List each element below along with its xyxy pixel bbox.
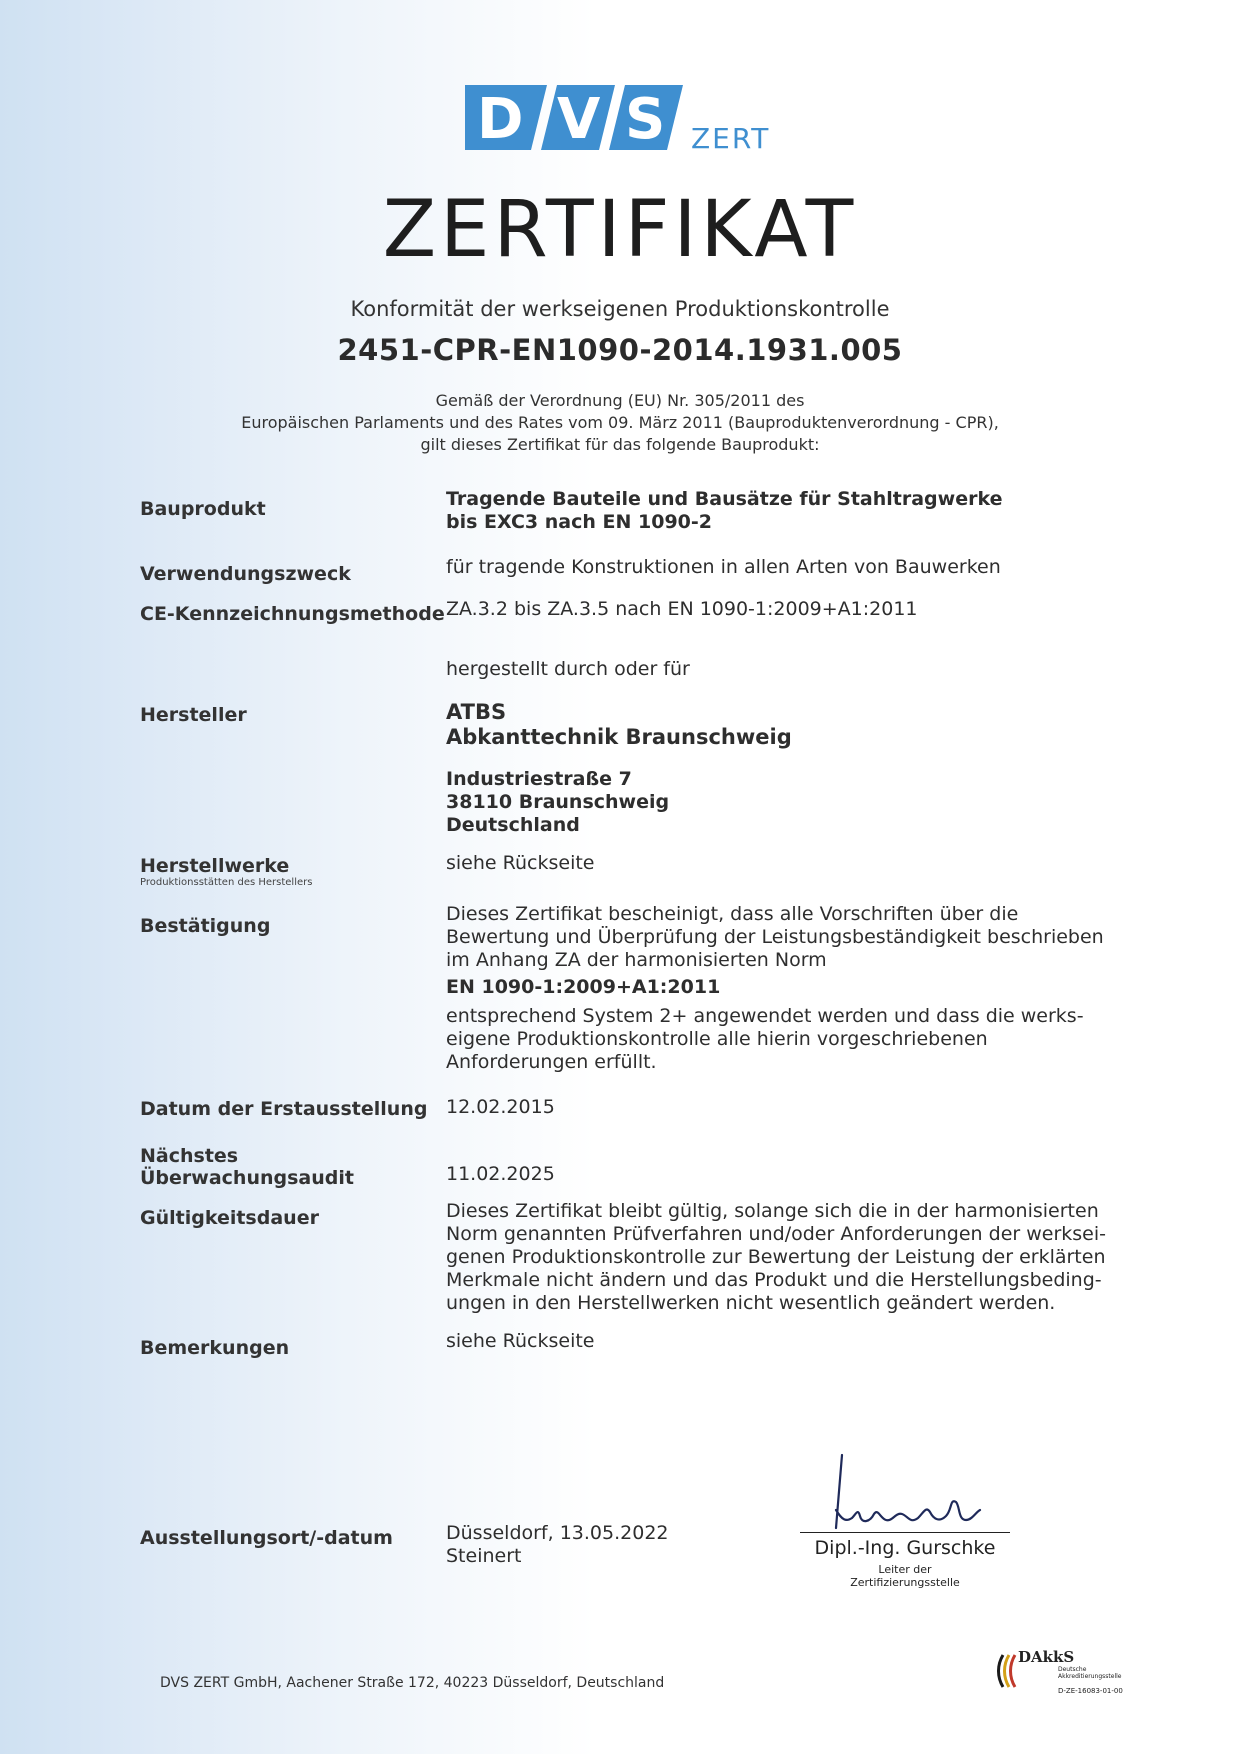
label-bemerkungen: Bemerkungen bbox=[140, 1337, 290, 1359]
label-erstausstellung: Datum der Erstausstellung bbox=[140, 1098, 428, 1120]
label-gueltigkeit: Gültigkeitsdauer bbox=[140, 1207, 319, 1229]
value-bemerkungen bbox=[446, 1330, 594, 1353]
signer-role bbox=[800, 1563, 1010, 1589]
dakks-subtitle bbox=[1058, 1666, 1121, 1680]
manufacturer-name bbox=[446, 700, 792, 750]
value-line: bis EXC3 nach EN 1090-2 bbox=[446, 511, 712, 533]
value-line: Tragende Bauteile und Bausätze für Stahltragwerke bbox=[446, 488, 1003, 510]
label-ausstellung: Ausstellungsort/-datum bbox=[140, 1527, 393, 1549]
value-line: genen Produktionskontrolle zur Bewertung der Leistung der erklärten bbox=[446, 1246, 1106, 1268]
value-bestaetigung bbox=[446, 903, 1104, 1074]
footer-address: DVS ZERT GmbH, Aachener Straße 172, 40223 Düsseldorf, Deutschland bbox=[160, 1675, 665, 1691]
value-line: Anforderungen erfüllt. bbox=[446, 1051, 657, 1073]
value-bauprodukt bbox=[446, 488, 1002, 534]
label-hersteller: Hersteller bbox=[140, 704, 247, 726]
signature-line bbox=[800, 1532, 1010, 1533]
value-line: Abkanttechnik Braunschweig bbox=[446, 725, 792, 749]
value-line: Steinert bbox=[446, 1545, 522, 1567]
label-bauprodukt: Bauprodukt bbox=[140, 498, 266, 520]
role-line: Leiter der bbox=[878, 1563, 932, 1576]
value-line: siehe Rückseite bbox=[446, 1330, 595, 1352]
value-line: ungen in den Herstellwerken nicht wesentlich geändert werden. bbox=[446, 1292, 1056, 1314]
manufacturer-address bbox=[446, 768, 669, 837]
hergestellt-durch bbox=[446, 658, 690, 681]
value-ausstellung bbox=[446, 1522, 669, 1568]
value-line: Merkmale nicht ändern und das Produkt und die Herstellungsbeding- bbox=[446, 1269, 1102, 1291]
label-subtext: Produktionsstätten des Herstellers bbox=[140, 877, 313, 888]
label-audit bbox=[140, 1145, 354, 1189]
intro-line: gilt dieses Zertifikat für das folgende Bauprodukt: bbox=[420, 435, 820, 454]
dakks-registration: D-ZE-16083-01-00 bbox=[1058, 1687, 1123, 1695]
role-line: Zertifizierungsstelle bbox=[850, 1576, 960, 1589]
intro-text bbox=[0, 390, 1240, 456]
intro-line: Gemäß der Verordnung (EU) Nr. 305/2011 des bbox=[435, 391, 805, 410]
dvs-zert-logo bbox=[465, 80, 795, 160]
intro-line: Europäischen Parlaments und des Rates vom 09. März 2011 (Bauproduktenverordnung - CPR), bbox=[241, 413, 999, 432]
value-line: Dieses Zertifikat bescheinigt, dass alle Vorschriften über die bbox=[446, 903, 1019, 925]
value-line: Deutschland bbox=[446, 814, 580, 836]
value-line: 38110 Braunschweig bbox=[446, 791, 670, 813]
svg-text:S: S bbox=[625, 87, 666, 152]
value-verwendungszweck bbox=[446, 556, 1001, 579]
page-title: ZERTIFIKAT bbox=[382, 185, 858, 275]
value-line: siehe Rückseite bbox=[446, 852, 595, 874]
value-line: ZA.3.2 bis ZA.3.5 nach EN 1090-1:2009+A1:2011 bbox=[446, 598, 918, 620]
value-line: im Anhang ZA der harmonisierten Norm bbox=[446, 949, 827, 971]
value-line: Düsseldorf, 13.05.2022 bbox=[446, 1522, 669, 1544]
label-ce-methode: CE-Kennzeichnungsmethode bbox=[140, 603, 445, 625]
value-line: eigene Produktionskontrolle alle hierin vorgeschriebenen bbox=[446, 1028, 988, 1050]
signer-name: Dipl.-Ing. Gurschke bbox=[814, 1537, 996, 1559]
value-line: entsprechend System 2+ angewendet werden und dass die werks- bbox=[446, 1005, 1084, 1027]
svg-text:V: V bbox=[557, 87, 601, 152]
dakks-line: Akkreditierungsstelle bbox=[1058, 1673, 1122, 1680]
value-erstausstellung bbox=[446, 1096, 555, 1119]
value-ce-methode bbox=[446, 598, 918, 621]
svg-text:ZERT: ZERT bbox=[691, 122, 771, 155]
value-herstellwerke bbox=[446, 852, 594, 875]
subtitle: Konformität der werkseigenen Produktionskontrolle bbox=[350, 297, 890, 321]
certificate-number: 2451-CPR-EN1090-2014.1931.005 bbox=[337, 333, 903, 367]
label-herstellwerke bbox=[140, 855, 312, 889]
value-line: ATBS bbox=[446, 700, 507, 724]
value-line: 12.02.2015 bbox=[446, 1096, 555, 1118]
value-gueltigkeit bbox=[446, 1200, 1106, 1315]
norm-reference: EN 1090-1:2009+A1:2011 bbox=[446, 976, 721, 998]
label-verwendungszweck: Verwendungszweck bbox=[140, 563, 351, 585]
svg-text:D: D bbox=[477, 87, 524, 152]
label-bestaetigung: Bestätigung bbox=[140, 915, 271, 937]
value-line: Bewertung und Überprüfung der Leistungsbeständigkeit beschrieben bbox=[446, 926, 1104, 948]
value-line: Norm genannten Prüfverfahren und/oder Anforderungen der werksei- bbox=[446, 1223, 1106, 1245]
label-line: Überwachungsaudit bbox=[140, 1167, 354, 1189]
dakks-name: DAkkS bbox=[1018, 1648, 1075, 1666]
value-line: Industriestraße 7 bbox=[446, 768, 632, 790]
label-line: Nächstes bbox=[140, 1145, 239, 1167]
value-line: für tragende Konstruktionen in allen Arten von Bauwerken bbox=[446, 556, 1001, 578]
dakks-line: Deutsche bbox=[1058, 1666, 1087, 1673]
label-text: Herstellwerke bbox=[140, 855, 290, 877]
value-line: Dieses Zertifikat bleibt gültig, solange sich die in der harmonisierten bbox=[446, 1200, 1099, 1222]
value-line: hergestellt durch oder für bbox=[446, 658, 690, 680]
value-line: 11.02.2025 bbox=[446, 1163, 555, 1185]
value-audit bbox=[446, 1163, 555, 1186]
signature-image bbox=[800, 1450, 1010, 1540]
